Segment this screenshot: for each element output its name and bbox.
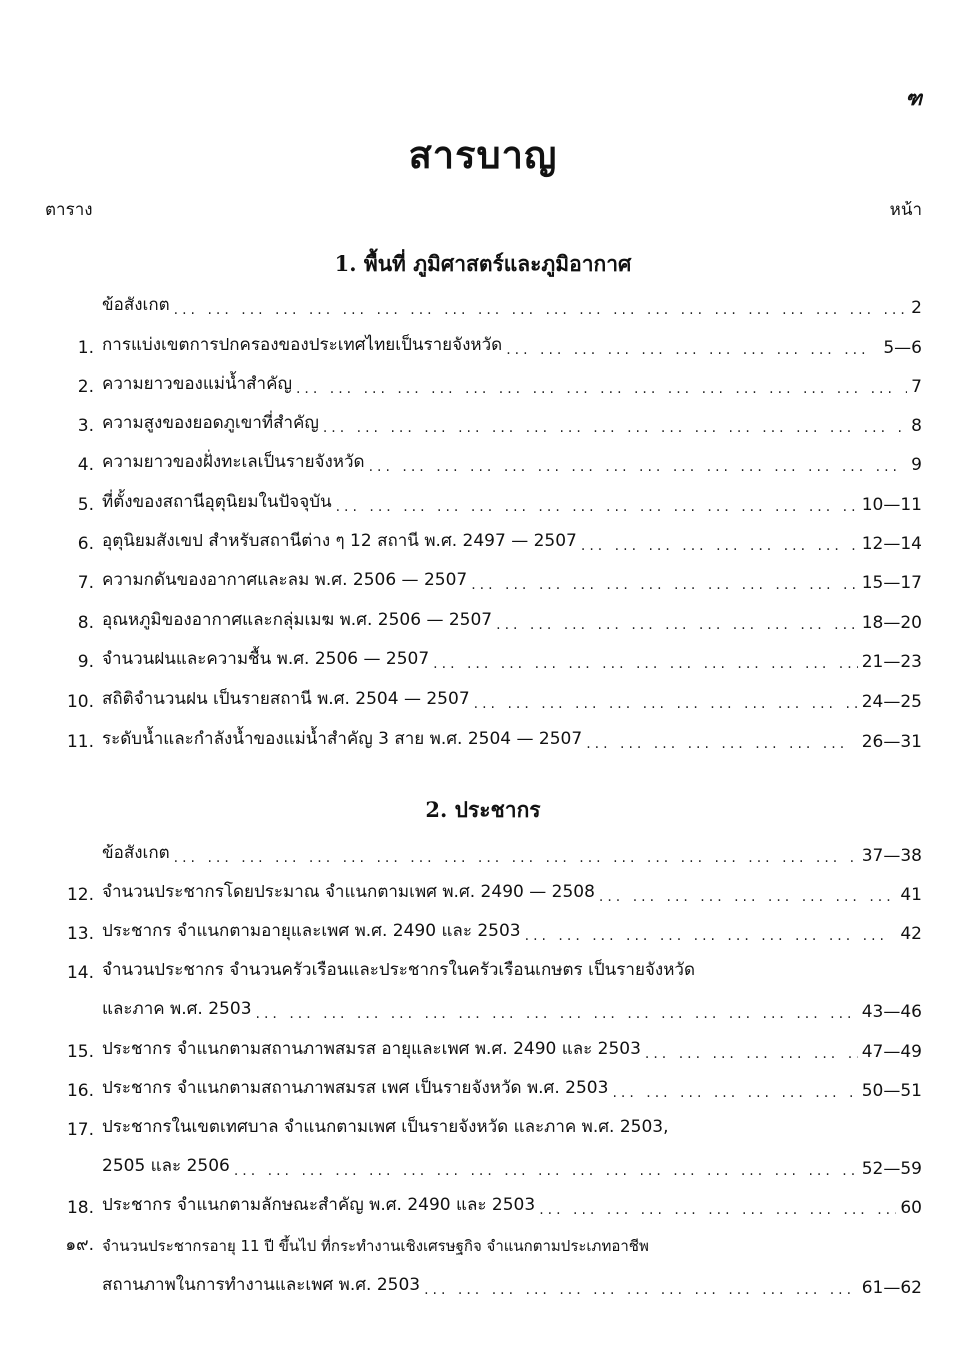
- row-number: 13.: [66, 924, 94, 944]
- row-page: 12—14: [861, 534, 922, 554]
- row-title-continuation: สถานภาพในการทำงานและเพศ พ.ศ. 2503: [102, 1275, 421, 1295]
- row-title: ข้อสังเกต: [102, 295, 170, 315]
- row-page: 9: [911, 455, 922, 475]
- row-page: 8: [911, 416, 922, 436]
- leader-dots: [256, 1006, 858, 1022]
- row-page: 42: [900, 924, 922, 944]
- row-number: 17.: [66, 1120, 94, 1140]
- row-page: 10—11: [861, 495, 922, 515]
- leader-dots: [506, 342, 879, 358]
- row-title: ความยาวของฝั่งทะเลเป็นรายจังหวัด: [102, 452, 365, 472]
- row-title: จำนวนประชากรโดยประมาณ จำแนกตามเพศ พ.ศ. 2490 — 2508: [102, 882, 595, 902]
- row-title: ประชากร จำแนกตามอายุและเพศ พ.ศ. 2490 และ 2503: [102, 921, 521, 941]
- row-title: ที่ตั้งของสถานีอุตุนิยมในปัจจุบัน: [102, 492, 332, 512]
- toc-row: [56, 410, 922, 436]
- row-page: 41: [900, 885, 922, 905]
- row-page: 61—62: [861, 1278, 922, 1298]
- row-page: 37—38: [861, 846, 922, 866]
- column-label-page: หน้า: [889, 200, 922, 220]
- row-number: 15.: [66, 1042, 94, 1062]
- row-title: จำนวนฝนและความชื้น พ.ศ. 2506 — 2507: [102, 649, 430, 669]
- row-page: 18—20: [861, 613, 922, 633]
- row-title: จำนวนประชากร จำนวนครัวเรือนและประชากรในครัวเรือนเกษตร เป็นรายจังหวัด: [102, 960, 695, 980]
- row-number: 6.: [77, 534, 94, 554]
- row-title: ข้อสังเกต: [102, 843, 170, 863]
- row-title: จำนวนประชากรอายุ 11 ปี ขึ้นไป ที่กระทำงานเชิงเศรษฐกิจ จำแนกตามประเภทอาชีพ: [102, 1237, 649, 1255]
- row-title: ความกดันของอากาศและลม พ.ศ. 2506 — 2507: [102, 570, 468, 590]
- leader-dots: [581, 538, 858, 554]
- row-title-continuation: และภาค พ.ศ. 2503: [102, 999, 252, 1019]
- column-label-table: ตาราง: [45, 200, 93, 220]
- leader-dots: [525, 928, 897, 944]
- toc-row: [56, 292, 922, 318]
- leader-dots: [599, 889, 896, 905]
- toc-row: [56, 449, 922, 475]
- toc-row: [56, 528, 922, 554]
- row-number: 8.: [77, 613, 94, 633]
- row-title: สถิติจำนวนฝน เป็นรายสถานี พ.ศ. 2504 — 2507: [102, 689, 470, 709]
- row-page: 24—25: [861, 692, 922, 712]
- toc-row: [56, 879, 922, 905]
- leader-dots: [433, 656, 858, 672]
- row-page: 5—6: [883, 338, 922, 358]
- leader-dots: [369, 459, 908, 475]
- leader-dots: [174, 850, 858, 866]
- row-page: 43—46: [861, 1002, 922, 1022]
- row-page: 50—51: [861, 1081, 922, 1101]
- leader-dots: [496, 617, 858, 633]
- row-page: 47—49: [861, 1042, 922, 1062]
- row-page: 60: [900, 1198, 922, 1218]
- row-number: 12.: [66, 885, 94, 905]
- row-page: 2: [911, 298, 922, 318]
- row-page: 52—59: [861, 1159, 922, 1179]
- row-page: 15—17: [861, 573, 922, 593]
- leader-dots: [586, 736, 858, 752]
- row-number: 4.: [77, 455, 94, 475]
- page-title: สารบาญ: [408, 133, 558, 177]
- toc-row: [56, 646, 922, 672]
- leader-dots: [296, 381, 907, 397]
- toc-row: [56, 332, 922, 358]
- row-title: ประชากร จำแนกตามลักษณะสำคัญ พ.ศ. 2490 และ 2503: [102, 1195, 536, 1215]
- section-heading-geography: 1. พื้นที่ ภูมิศาสตร์และภูมิอากาศ: [334, 251, 632, 276]
- row-number: 14.: [66, 963, 94, 983]
- row-title: ประชากร จำแนกตามสถานภาพสมรส เพศ เป็นรายจังหวัด พ.ศ. 2503: [102, 1078, 609, 1098]
- toc-row: [56, 957, 922, 983]
- leader-dots: [174, 302, 908, 318]
- row-title: ความยาวของแม่น้ำสำคัญ: [102, 374, 292, 394]
- toc-row: [56, 489, 922, 515]
- row-number: 7.: [77, 573, 94, 593]
- toc-row: [56, 371, 922, 397]
- leader-dots: [424, 1282, 858, 1298]
- toc-row-continuation: [56, 996, 922, 1022]
- toc-row: [56, 607, 922, 633]
- row-page: 21—23: [861, 652, 922, 672]
- row-title: การแบ่งเขตการปกครองของประเทศไทยเป็นรายจังหวัด: [102, 335, 503, 355]
- row-title: ประชากรในเขตเทศบาล จำแนกตามเพศ เป็นรายจังหวัด และภาค พ.ศ. 2503,: [102, 1117, 669, 1137]
- row-number: 18.: [66, 1198, 94, 1218]
- toc-row: [56, 1114, 922, 1140]
- row-number: 10.: [66, 692, 94, 712]
- leader-dots: [323, 420, 907, 436]
- toc-row: [56, 686, 922, 712]
- toc-row: [56, 840, 922, 866]
- row-number: 16.: [66, 1081, 94, 1101]
- toc-row: [56, 918, 922, 944]
- row-title: อุตุนิยมสังเขป สำหรับสถานีต่าง ๆ 12 สถานี พ.ศ. 2497 — 2507: [102, 531, 577, 551]
- toc-row: [56, 1075, 922, 1101]
- leader-dots: [234, 1163, 858, 1179]
- page-number: ฑ: [905, 86, 922, 110]
- toc-row: [56, 1036, 922, 1062]
- toc-row: [56, 1232, 922, 1258]
- row-page: 26—31: [861, 732, 922, 752]
- row-title-continuation: 2505 และ 2506: [102, 1156, 230, 1176]
- row-number: 3.: [77, 416, 94, 436]
- leader-dots: [474, 696, 858, 712]
- leader-dots: [471, 577, 858, 593]
- toc-row: [56, 1192, 922, 1218]
- leader-dots: [612, 1085, 857, 1101]
- leader-dots: [336, 499, 858, 515]
- toc-row-continuation: [56, 1272, 922, 1298]
- row-number: 1.: [77, 338, 94, 358]
- row-title: ระดับน้ำและกำลังน้ำของแม่น้ำสำคัญ 3 สาย พ.ศ. 2504 — 2507: [102, 729, 583, 749]
- row-page: 7: [911, 377, 922, 397]
- toc-row: [56, 726, 922, 752]
- leader-dots: [645, 1046, 858, 1062]
- row-number: 9.: [77, 652, 94, 672]
- section-heading-population: 2. ประชากร: [425, 797, 541, 822]
- toc-row-continuation: [56, 1153, 922, 1179]
- row-title: ประชากร จำแนกตามสถานภาพสมรส อายุและเพศ พ.ศ. 2490 และ 2503: [102, 1039, 641, 1059]
- row-number: 11.: [66, 732, 94, 752]
- row-number: ๑๙.: [65, 1235, 94, 1255]
- row-title: อุณหภูมิของอากาศและกลุ่มเมฆ พ.ศ. 2506 — 2507: [102, 610, 493, 630]
- row-number: 2.: [77, 377, 94, 397]
- leader-dots: [539, 1202, 896, 1218]
- toc-row: [56, 567, 922, 593]
- row-title: ความสูงของยอดภูเขาที่สำคัญ: [102, 413, 319, 433]
- row-number: 5.: [77, 495, 94, 515]
